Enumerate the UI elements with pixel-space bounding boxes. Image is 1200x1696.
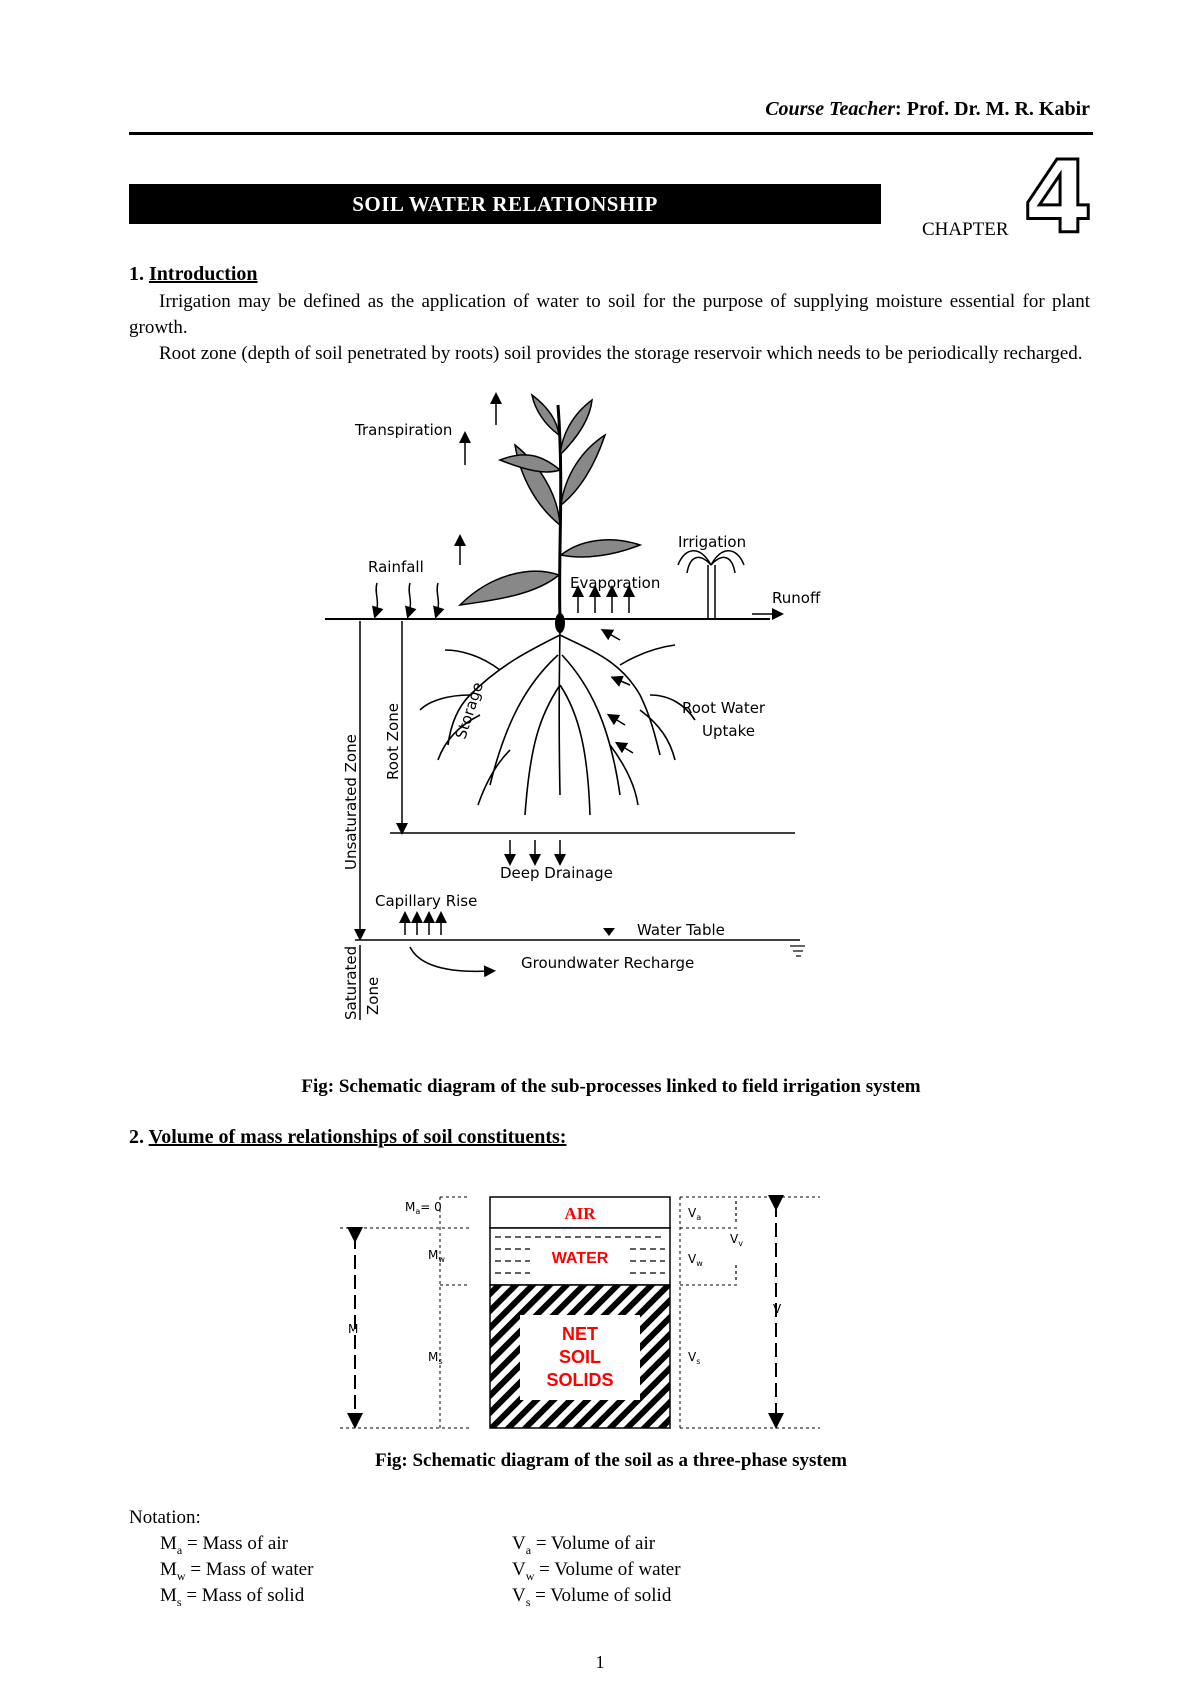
notation-mass-water: $M_w$ = Mass of water [160, 1559, 314, 1583]
chapter-number: 4 [1023, 139, 1093, 256]
intro-paragraph-2 [129, 341, 1090, 367]
plant-leaf [460, 571, 559, 605]
section-2-heading [129, 1126, 566, 1149]
label-irrigation: Irrigation [678, 533, 747, 551]
chapter-label: CHAPTER [922, 219, 1009, 240]
section-1-heading [129, 263, 258, 286]
label-root-zone: Root Zone [384, 703, 402, 780]
volume-air-label: $V_a$ [688, 1206, 702, 1222]
mass-air-label: $M_a= 0$ [405, 1200, 442, 1216]
capillary-rise-arrows [405, 917, 441, 935]
label-root-water: Root Water [682, 699, 766, 717]
section-1-title: Introduction [149, 263, 258, 285]
net-label: NET [562, 1324, 598, 1344]
notation-title: Notation: [129, 1507, 201, 1528]
evaporation-arrows [578, 591, 629, 613]
label-groundwater-recharge: Groundwater Recharge [521, 954, 695, 972]
plant-leaf [560, 400, 592, 455]
solids-label: SOLIDS [546, 1370, 614, 1390]
teacher-name: Prof. Dr. M. R. Kabir [906, 98, 1090, 120]
label-capillary-rise: Capillary Rise [375, 892, 478, 910]
total-volume-label: V [773, 1302, 782, 1316]
label-uptake: Uptake [702, 722, 755, 740]
label-unsaturated-zone: Unsaturated Zone [342, 734, 360, 870]
mass-solid-label: $M_s$ [428, 1350, 443, 1366]
chapter-title-bar: SOIL WATER RELATIONSHIP [129, 184, 881, 224]
notation-volume-air: $V_a$ = Volume of air [512, 1533, 656, 1557]
volume-solid-label: $V_s$ [688, 1350, 701, 1366]
section-2-number: 2. [129, 1126, 144, 1148]
uptake-arrows [606, 632, 633, 753]
header-rule [129, 132, 1093, 135]
transpiration-arrows [460, 398, 496, 565]
label-storage: Storage [451, 679, 487, 742]
section-1-number: 1. [129, 263, 144, 285]
label-saturated: Saturated [342, 945, 360, 1020]
water-surface-marks [790, 946, 805, 956]
soil-label: SOIL [558, 1347, 602, 1367]
irrigation-sprinkler [678, 551, 744, 619]
water-table-symbol [603, 928, 615, 936]
root-crown [555, 613, 565, 633]
intro-paragraph-2-text: Root zone (depth of soil penetrated by roots) soil provides the storage reservoir which needs to be periodically recharged. [159, 343, 1083, 364]
chapter-number-graphic [1023, 139, 1093, 256]
intro-paragraph-1 [129, 289, 1090, 341]
total-mass-label: M [348, 1322, 359, 1336]
label-water-table: Water Table [637, 921, 725, 939]
mass-air-value: = 0 [420, 1200, 442, 1214]
section-2-title: Volume of mass relationships of soil constituents: [148, 1126, 567, 1148]
irrigation-subprocess-diagram [320, 395, 840, 1030]
label-evaporation: Evaporation [570, 574, 661, 592]
plant-leaf [500, 455, 560, 472]
label-runoff: Runoff [772, 589, 821, 607]
notation-mass-solid: $M_s$ = Mass of solid [160, 1585, 305, 1609]
water-label: WATER [551, 1250, 609, 1267]
volume-water-label: $V_w$ [688, 1252, 703, 1268]
label-transpiration: Transpiration [355, 421, 453, 439]
course-teacher: Course Teacher: Prof. Dr. M. R. Kabir [765, 98, 1090, 120]
label-deep-drainage: Deep Drainage [500, 864, 613, 882]
page-number: 1 [595, 1652, 605, 1672]
groundwater-recharge-arrow [410, 947, 490, 971]
air-label: AIR [564, 1204, 596, 1223]
figure-2-caption: Fig: Schematic diagram of the soil as a three-phase system [375, 1450, 847, 1471]
notation-volume-water: $V_w$ = Volume of water [512, 1559, 681, 1583]
figure-1-caption: Fig: Schematic diagram of the sub-processes linked to field irrigation system [301, 1076, 921, 1097]
label-saturated-zone: Zone [364, 976, 382, 1015]
mass-water-label: $M_w$ [428, 1248, 445, 1264]
notation-volume-solid: $V_s$ = Volume of solid [512, 1585, 672, 1609]
plant-leaf [561, 540, 640, 557]
intro-paragraph-1-text: Irrigation may be defined as the application of water to soil for the purpose of supplying moisture essential for plant growth. [129, 291, 1090, 338]
volume-voids-label: $V_v$ [730, 1232, 743, 1248]
three-phase-soil-diagram [340, 1185, 860, 1435]
label-rainfall: Rainfall [368, 558, 424, 576]
deep-drainage-arrows [510, 840, 560, 860]
rainfall-arrows [376, 583, 438, 613]
teacher-label: Course Teacher [765, 98, 896, 120]
plant-leaf [532, 395, 559, 435]
notation-mass-air: $M_a$ = Mass of air [160, 1533, 288, 1557]
